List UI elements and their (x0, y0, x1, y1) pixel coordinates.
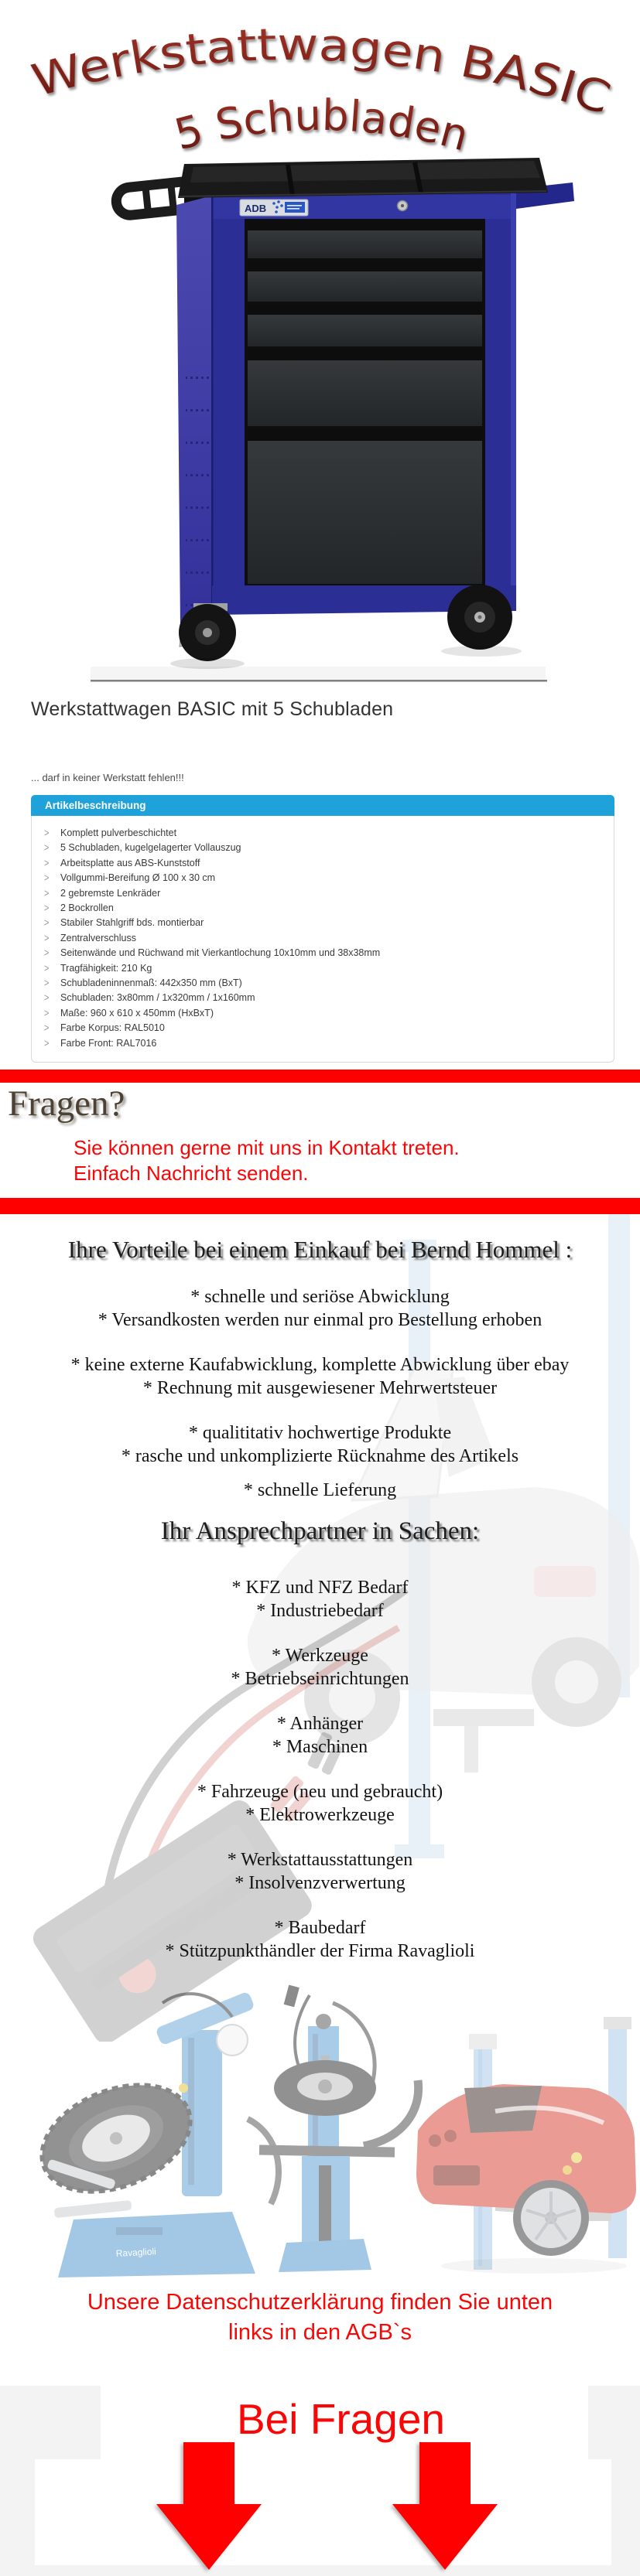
chevron-right-icon (44, 1035, 52, 1053)
description-card (31, 795, 614, 1063)
description-item (44, 976, 606, 991)
hero-title-line2: 5 Schubladen (169, 90, 474, 161)
description-item-text: Zentralverschluss (60, 932, 136, 943)
questions-heading: Fragen? (8, 1083, 125, 1124)
questions-line1: Sie können gerne mit uns in Kontakt treten. (74, 1136, 460, 1159)
contact-area-line: * Betriebseinrichtungen (231, 1669, 409, 1689)
side-perforation (186, 360, 210, 617)
description-item (44, 826, 606, 841)
drawer (248, 305, 482, 346)
description-item (44, 856, 606, 871)
description-item (44, 931, 606, 946)
product-tagline: ... darf in keiner Werkstatt fehlen!!! (31, 772, 184, 783)
description-item-text: Maße: 960 x 610 x 450mm (HxBxT) (60, 1007, 214, 1018)
drawer-stack (245, 219, 485, 585)
description-item-text: 2 Bockrollen (60, 902, 114, 914)
wheel-lift-image (259, 1985, 419, 2272)
benefits-heading: Ihre Vorteile bei einem Einkauf bei Bernd Hommel : (67, 1236, 573, 1263)
contact-area-line: * Industriebedarf (256, 1601, 384, 1621)
car-on-lift-image (416, 2017, 636, 2274)
contact-area-line: * Maschinen (272, 1737, 368, 1757)
description-item (44, 886, 606, 901)
contact-area-line: * Anhänger (276, 1714, 364, 1734)
description-item (44, 946, 606, 960)
description-item (44, 841, 606, 855)
front-right-highlight (511, 193, 516, 611)
privacy-note (0, 2288, 640, 2348)
lock-keyhole (401, 204, 404, 207)
contact-area-line: * Insolvenzverwertung (234, 1873, 406, 1893)
red-divider-bar (0, 1070, 640, 1083)
description-item-text: Seitenwände und Rüchwand mit Vierkantlochung 10x10mm und 38x38mm (60, 947, 381, 959)
trolley-top-tray (178, 158, 548, 198)
benefit-line: * qualititativ hochwertige Produkte (188, 1423, 452, 1443)
description-item-text: Farbe Korpus: RAL5010 (60, 1022, 165, 1034)
description-item-text: 2 gebremste Lenkräder (60, 887, 161, 899)
description-item (44, 961, 606, 976)
wheel-shadow (170, 658, 245, 669)
wheel-shadow (441, 646, 522, 657)
benefits-list (0, 1285, 640, 1502)
contact-area-line: * Elektrowerkzeuge (245, 1805, 395, 1825)
down-arrows (0, 2436, 640, 2576)
drawer (248, 429, 482, 584)
contact-area-line: * Baubedarf (274, 1918, 366, 1938)
photo-floor (91, 667, 546, 681)
description-item (44, 1006, 606, 1021)
description-card-body (31, 816, 614, 1063)
drawer (248, 261, 482, 302)
red-divider-bar (0, 1198, 640, 1214)
description-item-text: Farbe Front: RAL7016 (60, 1037, 157, 1049)
benefit-line: * Rechnung mit ausgewiesener Mehrwertsteuer (142, 1378, 498, 1398)
down-arrow-left-icon (156, 2442, 262, 2570)
adb-plate-text: ADB (245, 203, 267, 214)
hero-title-line1: Werkstattwagen BASIC (26, 19, 613, 124)
photo-bottom-edge (91, 680, 547, 682)
description-item (44, 1036, 606, 1051)
benefit-line: * rasche und unkomplizierte Rücknahme des Artikels (121, 1446, 519, 1466)
contact-area-line: * Stützpunkthändler der Firma Ravaglioli (165, 1941, 475, 1961)
contact-areas-heading: Ihr Ansprechpartner in Sachen: (160, 1517, 480, 1545)
bottom-machine-images (0, 1972, 640, 2285)
tire-changer-image (26, 1991, 279, 2277)
adb-plate (240, 200, 308, 216)
description-item-text: Schubladeninnenmaß: 442x350 mm (BxT) (60, 978, 242, 989)
contact-area-line: * Werkstattausstattungen (227, 1850, 413, 1870)
down-arrow-right-icon (392, 2442, 498, 2570)
contact-area-line: * KFZ und NFZ Bedarf (231, 1578, 409, 1598)
description-item (44, 901, 606, 916)
description-item-text: Stabiler Stahlgriff bds. montierbar (60, 917, 204, 929)
description-card-header: Artikelbeschreibung (31, 795, 614, 816)
questions-line2: Einfach Nachricht senden. (74, 1162, 309, 1185)
hero-title (0, 0, 640, 162)
description-item-text: Vollgummi-Bereifung Ø 100 x 30 cm (60, 872, 216, 884)
privacy-line2: links in den AGB`s (228, 2320, 412, 2345)
product-photo (0, 116, 640, 688)
contact-area-line: * Werkzeuge (272, 1646, 368, 1666)
benefit-line: * schnelle und seriöse Abwicklung (190, 1287, 450, 1307)
caster-rear-right (447, 585, 512, 650)
benefit-line: * Versandkosten werden nur einmal pro Bestellung erhoben (98, 1310, 542, 1330)
description-item (44, 871, 606, 885)
contact-areas-list (0, 1576, 640, 1963)
drawer (248, 220, 482, 258)
description-item-text: Schubladen: 3x80mm / 1x320mm / 1x160mm (60, 992, 255, 1004)
benefit-line: * schnelle Lieferung (243, 1480, 397, 1500)
machine-brand-label: Ravaglioli (115, 2246, 157, 2259)
description-item-text: Arbeitsplatte aus ABS-Kunststoff (60, 857, 200, 868)
benefit-line: * keine externe Kaufabwicklung, komplette Abwicklung über ebay (70, 1355, 570, 1375)
description-item-text: 5 Schubladen, kugelgelagerter Vollauszug (60, 842, 241, 854)
description-item-text: Komplett pulverbeschichtet (60, 827, 177, 838)
description-item (44, 991, 606, 1005)
footer-heading: Bei Fragen (236, 2395, 446, 2443)
description-item (44, 1021, 606, 1036)
contact-area-line: * Fahrzeuge (neu und gebraucht) (197, 1782, 443, 1802)
description-item (44, 916, 606, 930)
description-item-text: Tragfähigkeit: 210 Kg (60, 962, 152, 974)
privacy-line1: Unsere Datenschutzerklärung finden Sie unten (87, 2290, 553, 2315)
questions-text (74, 1135, 460, 1186)
product-title: Werkstattwagen BASIC mit 5 Schubladen (31, 698, 394, 720)
drawer (248, 350, 482, 426)
front-corner-edge (211, 196, 214, 615)
